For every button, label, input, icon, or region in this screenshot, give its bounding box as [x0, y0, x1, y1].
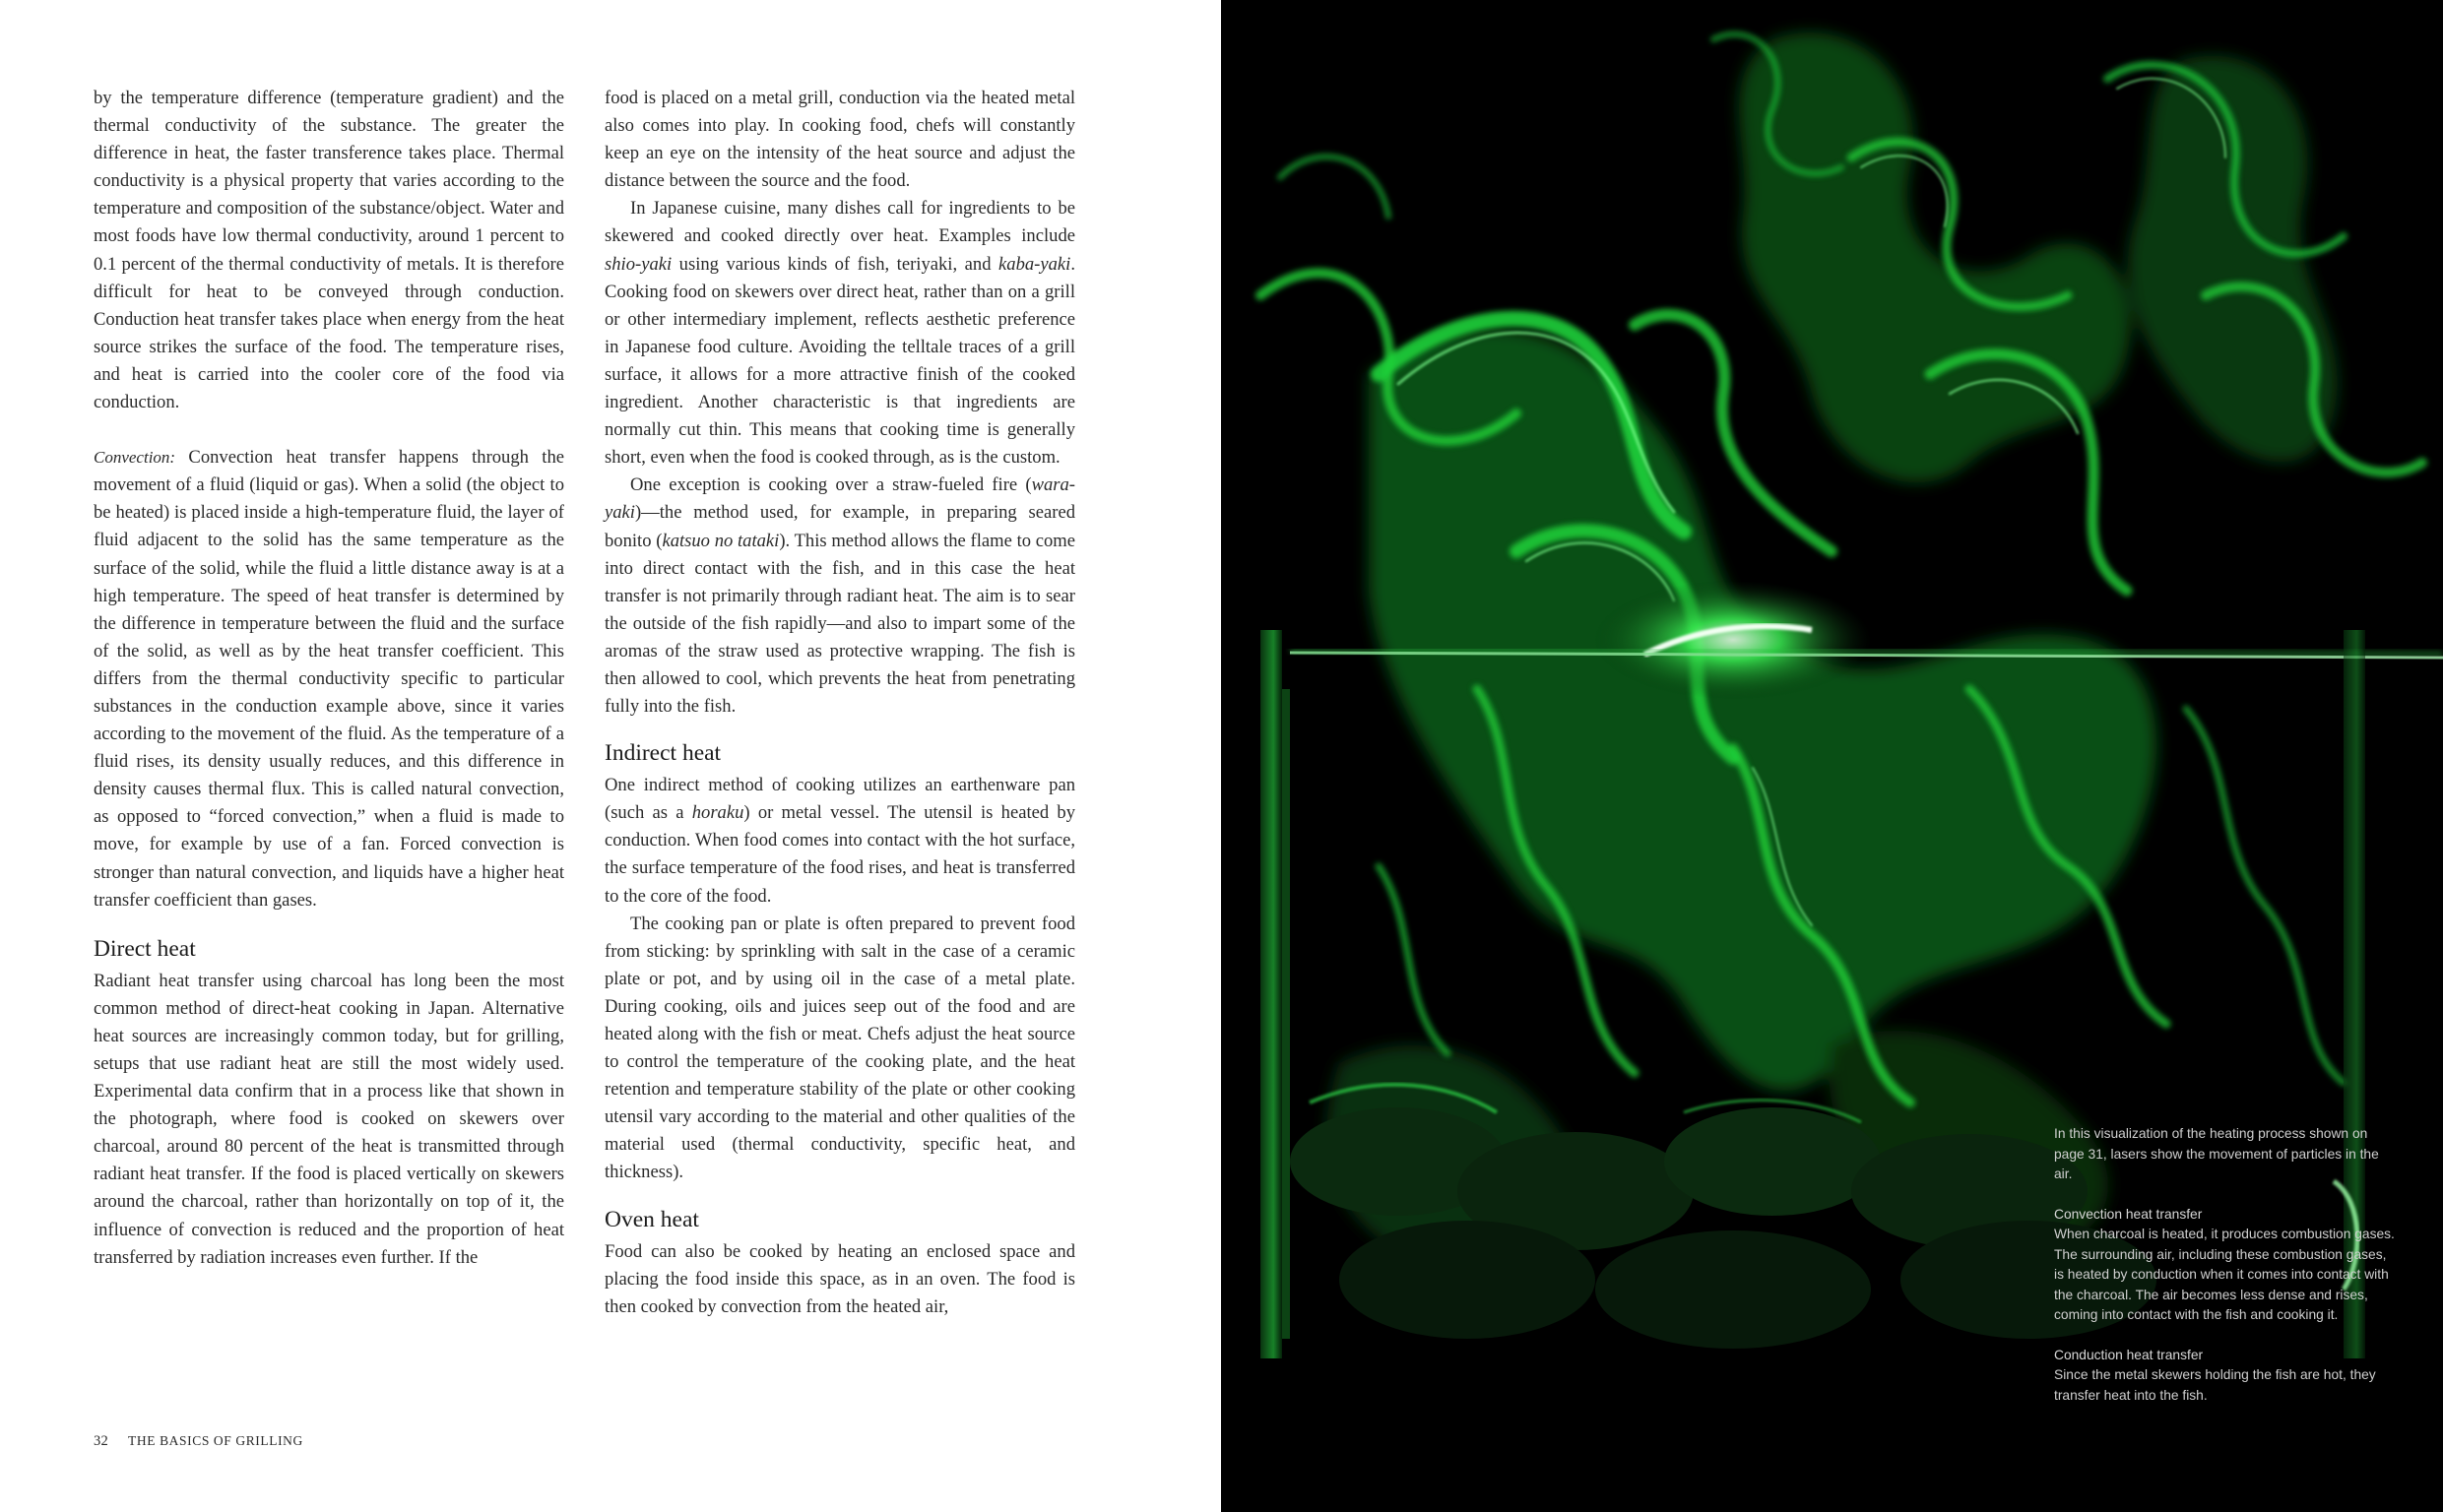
wara-text-c: ). This method allows the flame to come into direct contact with the fish, and in this case the heat transfer is not primarily through radiant heat. The aim is to sear the outside of the fish rapidly—and also to impart some of the aromas of the straw used as protective wrapping. The fish is then allowed to cool, which prevents the heat from penetrating fully into the fish.: [605, 530, 1076, 718]
convection-text: Convection heat transfer happens through the movement of a fluid (liquid or gas). When a solid (the object to be heated) is placed inside a high-temperature fluid, the layer of fluid adjacent to the solid has the same temperature as the surface of the solid, while the fluid a little distance away is at a high temperature. The speed of heat transfer is determined by the difference in temperature between the fluid and the surface of the solid, as well as by the heat transfer coefficient. This differs from the thermal conductivity specific to particular substances in the conduction example above, since it varies according to the movement of the fluid. As the temperature of a fluid rises, its density usually reduces, and this difference in density causes thermal flux. This is called natural convection, as opposed to “forced convection,” when a fluid is made to move, for example by use of a fan. Forced convection is stronger than natural convection, and liquids have a higher heat transfer coefficient than gases.: [94, 447, 564, 911]
caption-convection-body: When charcoal is heated, it produces combustion gases. The surrounding air, including these combustion gases, is heated by conduction when it comes into contact with the charcoal. The air becomes less dense and rises, coming into contact with the fish and cooking it.: [2054, 1227, 2395, 1322]
heading-indirect-heat: Indirect heat: [605, 740, 722, 767]
paragraph-oven: Food can also be cooked by heating an enclosed space and placing the food inside this space, as in an oven. The food is then cooked by convection from the heated air,: [605, 1240, 1075, 1317]
charcoal-lump: [1595, 1230, 1871, 1349]
page-number: 32: [94, 1433, 109, 1449]
paragraph-grill: food is placed on a metal grill, conduction via the heated metal also comes into play. In cooking food, chefs will constantly keep an eye on the intensity of the heat source and adjust the distance between the source and the food.: [605, 88, 1075, 192]
indirect-text-b: ) or metal vessel. The utensil is heated by conduction. When food comes into contact with the hot surface, the surface temperature of the food rises, and heat is transferred to the core of the food.: [605, 802, 1075, 907]
term-katsuo-no-tataki: katsuo no tataki: [662, 530, 780, 551]
paragraph-cooking-plate: The cooking pan or plate is often prepared to prevent food from sticking: by sprinkling with salt in the case of a ceramic plate or pot, and by using oil in the case of a metal plate. During cooking, oils and juices seep out of the food and are heated along with the fish or meat. Chefs adjust the heat source to control the temperature of the cooking plate, and the heat retention and temperature stability of the plate or other cooking utensil vary according to the material and other qualities of the material used (thermal conductivity, specific heat, and thickness).: [605, 913, 1075, 1183]
text-column-2: [605, 85, 1075, 1321]
left-page: [0, 0, 1221, 1512]
running-section-title: THE BASICS OF GRILLING: [128, 1433, 303, 1448]
grill-wall-left-inner: [1282, 689, 1290, 1339]
caption-convection-heading: Convection heat transfer: [2054, 1206, 2203, 1222]
skewers-text-b: using various kinds of fish, teriyaki, and: [672, 253, 999, 275]
paragraph-conduction-cont: by the temperature difference (temperature gradient) and the thermal conductivity of the substance. The greater the difference in heat, the faster transference takes place. Thermal conductivity is a physical property that varies according to the temperature and composition of the substance/object. Water and most foods have low thermal conductivity, around 1 percent to 0.1 percent of the thermal conductivity of metals. It is therefore difficult for heat to be conveyed through conduction. Conduction heat transfer takes place when energy from the heat source strikes the surface of the food. The temperature rises, and heat is carried into the cooler core of the food via conduction.: [94, 88, 564, 413]
paragraph-convection: [94, 444, 564, 914]
laser-hotspot: [1595, 581, 1871, 699]
convection-label: Convection:: [94, 448, 176, 468]
term-wara-yaki: wara-yaki: [605, 474, 1075, 524]
indirect-text-a: One indirect method of cooking utilizes an earthenware pan (such as a: [605, 775, 1075, 824]
term-kaba-yaki: kaba-yaki: [998, 253, 1071, 275]
skewer-glow: [1290, 650, 2443, 655]
paragraph-skewers: [605, 195, 1075, 472]
photo-caption: [2054, 1124, 2395, 1425]
heading-direct-heat: Direct heat: [94, 935, 196, 962]
grill-wall-left: [1260, 630, 1282, 1358]
term-shio-yaki: shio-yaki: [605, 253, 673, 275]
right-page-photo: [1221, 0, 2443, 1512]
caption-intro: In this visualization of the heating process shown on page 31, lasers show the movement of particles in the air.: [2054, 1126, 2379, 1181]
caption-conduction: [2054, 1346, 2395, 1407]
charcoal-lump: [1339, 1221, 1595, 1339]
paragraph-indirect: [605, 772, 1075, 910]
paragraph-wara-yaki: [605, 472, 1075, 721]
caption-convection: [2054, 1205, 2395, 1326]
caption-conduction-heading: Conduction heat transfer: [2054, 1347, 2204, 1362]
wara-text-a: One exception is cooking over a straw-fueled fire (: [630, 474, 1032, 496]
charcoal-lump: [1664, 1107, 1881, 1216]
skewers-text-a: In Japanese cuisine, many dishes call for ingredients to be skewered and cooked directly over heat. Examples include: [605, 198, 1075, 247]
heading-oven-heat: Oven heat: [605, 1206, 699, 1232]
page-footer: [94, 1433, 303, 1450]
term-horaku: horaku: [691, 802, 744, 824]
caption-conduction-body: Since the metal skewers holding the fish are hot, they transfer heat into the fish.: [2054, 1367, 2376, 1403]
text-column-1: [94, 85, 564, 1272]
skewers-text-c: . Cooking food on skewers over direct heat, rather than on a grill or other intermediary implement, reflects aesthetic preference in Japanese food culture. Avoiding the telltale traces of a grill surface, it allows for a more attractive finish of the cooked ingredient. Another characteristic is that ingredients are normally cut thin. This means that cooking time is generally short, even when the food is cooked through, as is the custom.: [605, 253, 1075, 469]
wara-text-b: )—the method used, for example, in preparing seared bonito (: [605, 502, 1075, 551]
paragraph-direct-heat: Radiant heat transfer using charcoal has long been the most common method of direct-heat cooking in Japan. Alternative heat sources are increasingly common today, but for grilling, setups that use radiant heat are still the most widely used. Experimental data confirm that in a process like that shown in the photograph, where food is cooked on skewers over charcoal, around 80 percent of the heat is transmitted through radiant heat transfer. If the food is placed vertically on skewers around the charcoal, rather than horizontally on top of it, the influence of convection is reduced and the proportion of heat transferred by radiation increases even further. If the: [94, 970, 564, 1268]
